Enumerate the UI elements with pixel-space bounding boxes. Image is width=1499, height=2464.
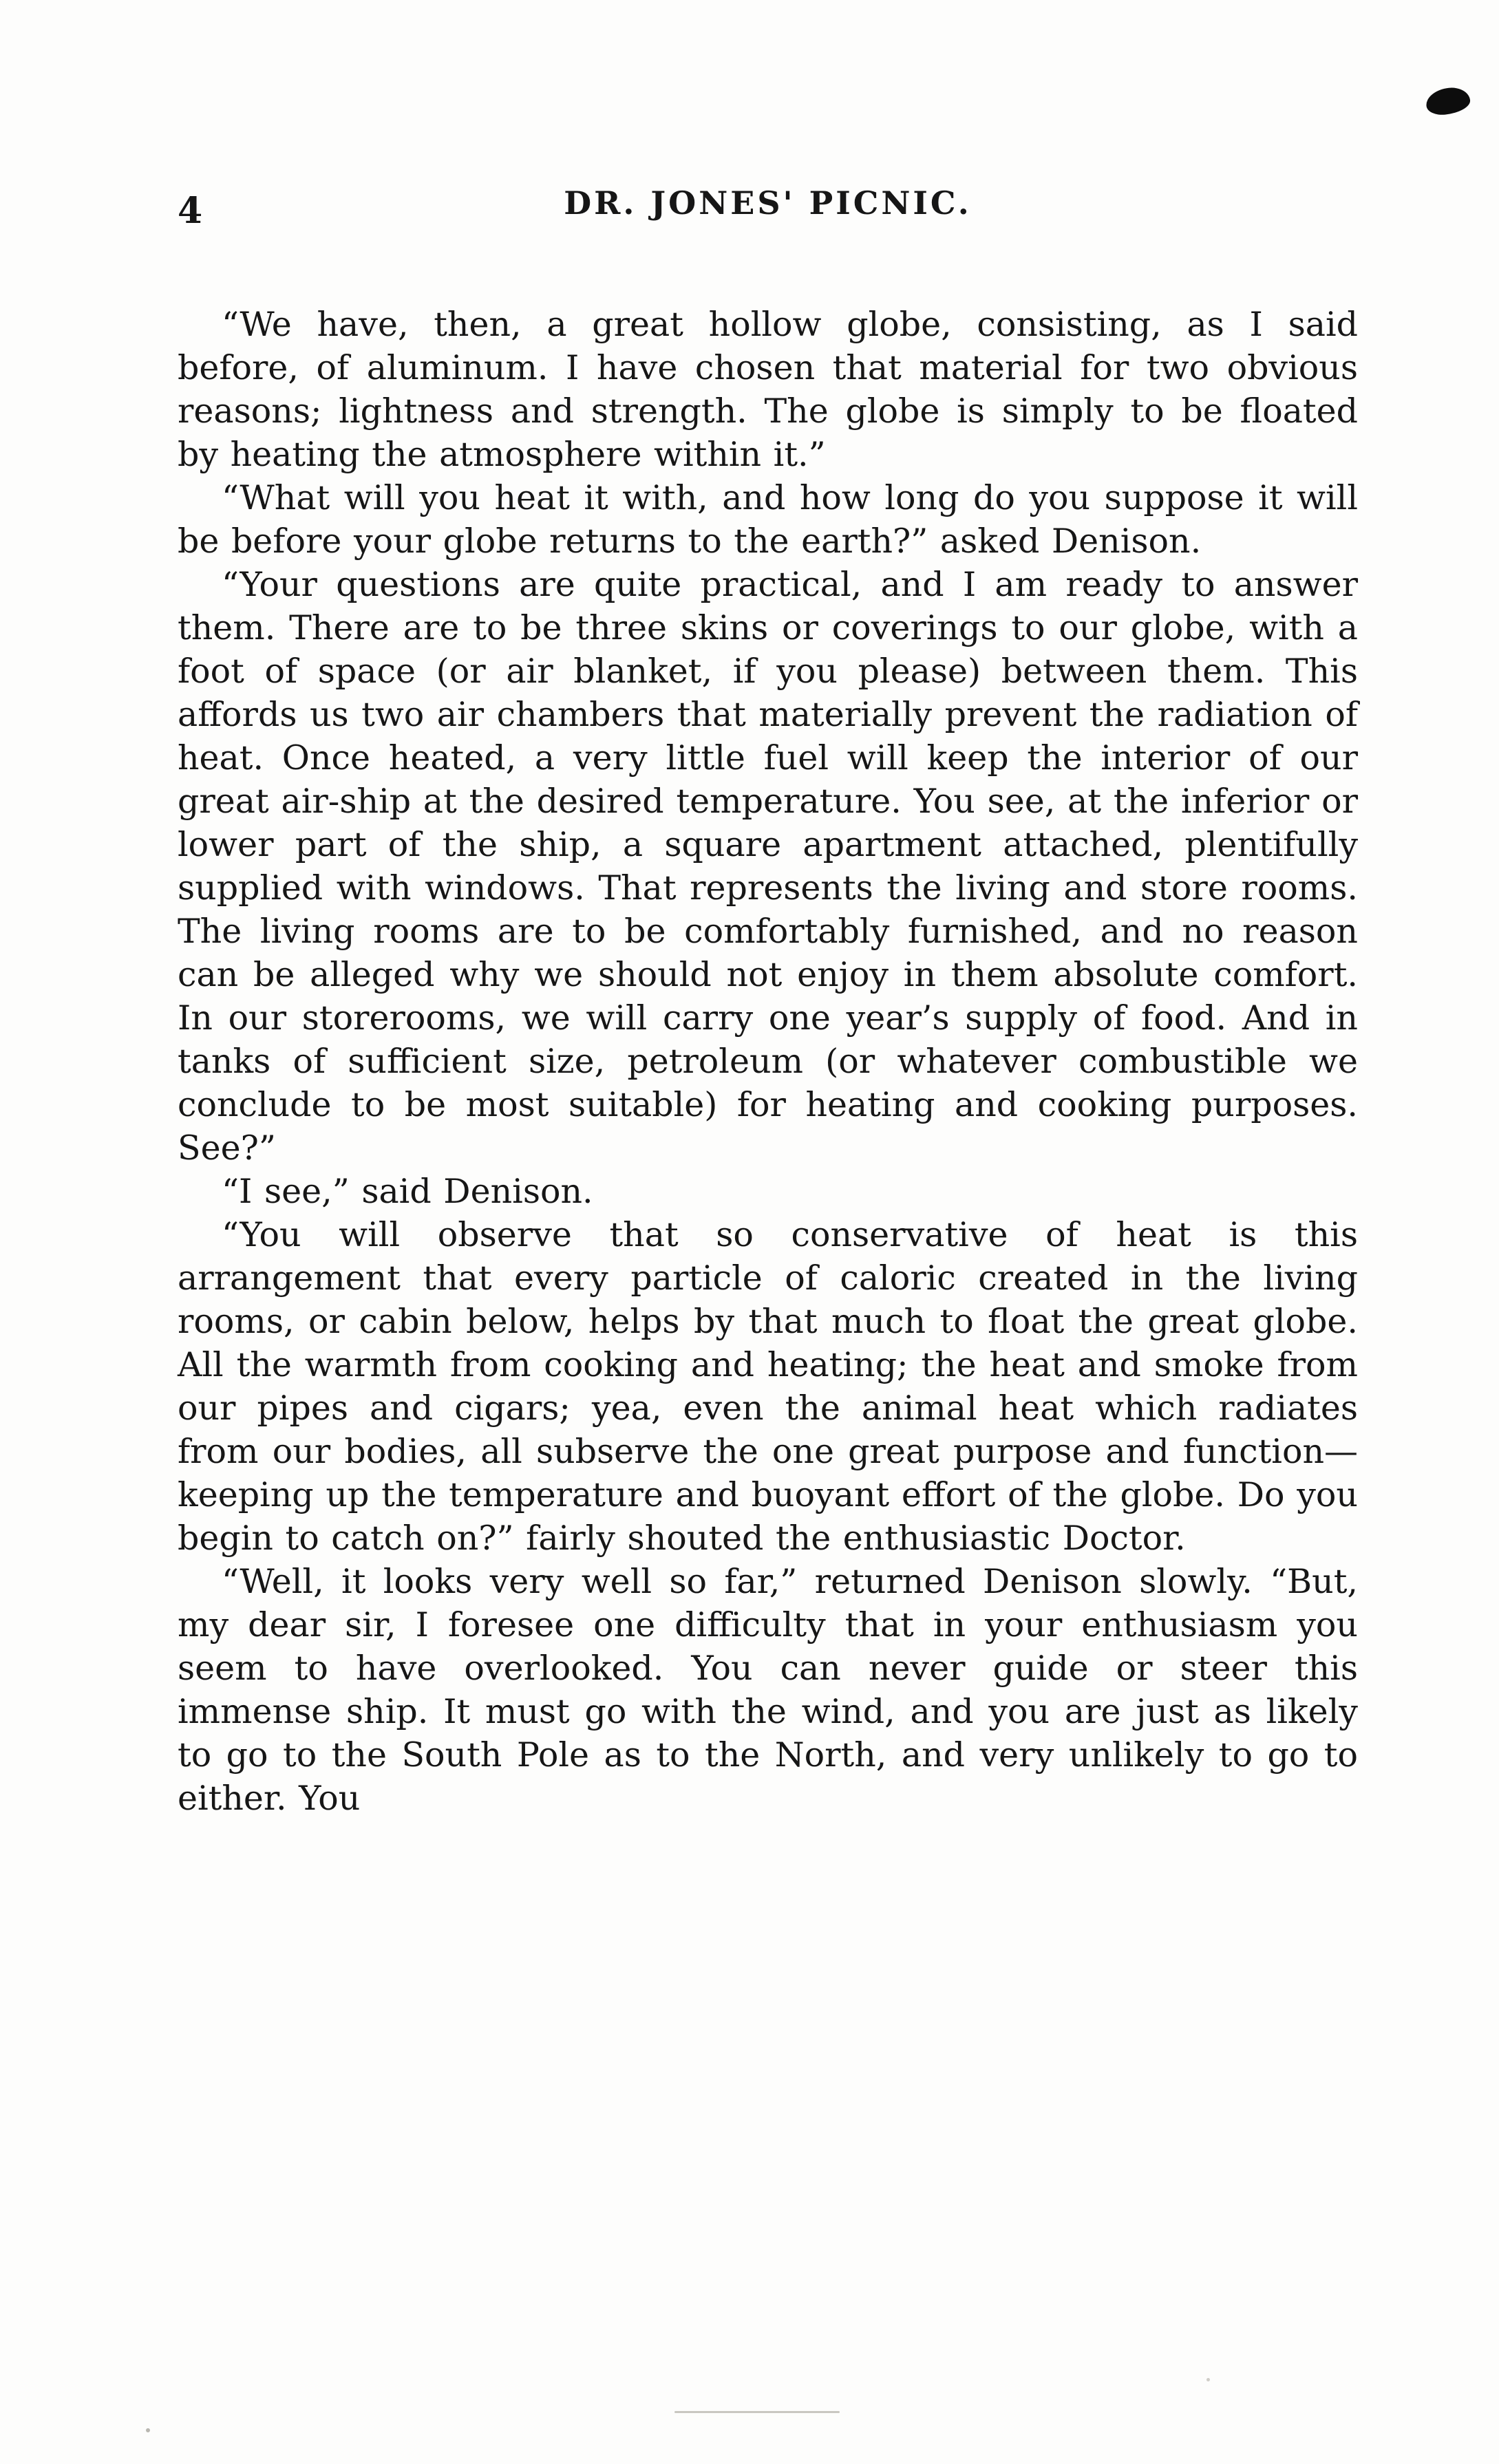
scan-smudge-artifact	[674, 2411, 840, 2413]
paragraph: “What will you heat it with, and how long do you suppose it will be before your globe returns to the earth?” asked Denison.	[178, 478, 1358, 561]
ink-blot-artifact	[1425, 86, 1471, 116]
paragraph: “We have, then, a great hollow globe, consisting, as I said before, of aluminum. I have chosen that material for two obvious reasons; lightness and strength. The globe is simply to be floated by heating the atmosphere within it.”	[178, 305, 1358, 474]
body-text	[178, 303, 1358, 1820]
paragraph: “Your questions are quite practical, and I am ready to answer them. There are to be three skins or coverings to our globe, with a foot of space (or air blanket, if you please) between them. This affords us two air chambers that materially prevent the radiation of heat. Once heated, a very little fuel will keep the interior of our great air-ship at the desired temperature. You see, at the inferior or lower part of the ship, a square apartment attached, plentifully supplied with windows. That represents the living and store rooms. The living rooms are to be comfortably furnished, and no reason can be alleged why we should not enjoy in them absolute comfort. In our storerooms, we will carry one year’s supply of food. And in tanks of sufficient size, petroleum (or whatever combustible we conclude to be most suitable) for heating and cooking purposes. See?”	[178, 565, 1358, 1168]
paragraph: “Well, it looks very well so far,” returned Denison slowly. “But, my dear sir, I foresee one difficulty that in your enthusiasm you seem to have overlooked. You can never guide or steer this immense ship. It must go with the wind, and you are just as likely to go to the South Pole as to the North, and very unlikely to go to either. You	[178, 1562, 1358, 1818]
page-number: 4	[178, 190, 204, 232]
scan-speck-artifact	[1206, 2378, 1210, 2381]
running-title: DR. JONES' PICNIC.	[564, 184, 972, 222]
page-header	[178, 184, 1358, 239]
paragraph: “I see,” said Denison.	[222, 1172, 593, 1211]
scan-speck-artifact	[146, 2428, 150, 2432]
paragraph: “You will observe that so conservative of heat is this arrangement that every particle of caloric created in the living rooms, or cabin below, helps by that much to float the great globe. All the warmth from cooking and heating; the heat and smoke from our pipes and cigars; yea, even the animal heat which radiates from our bodies, all subserve the one great purpose and function—keeping up the temperature and buoyant effort of the globe. Do you begin to catch on?” fairly shouted the enthusiastic Doctor.	[178, 1215, 1358, 1558]
